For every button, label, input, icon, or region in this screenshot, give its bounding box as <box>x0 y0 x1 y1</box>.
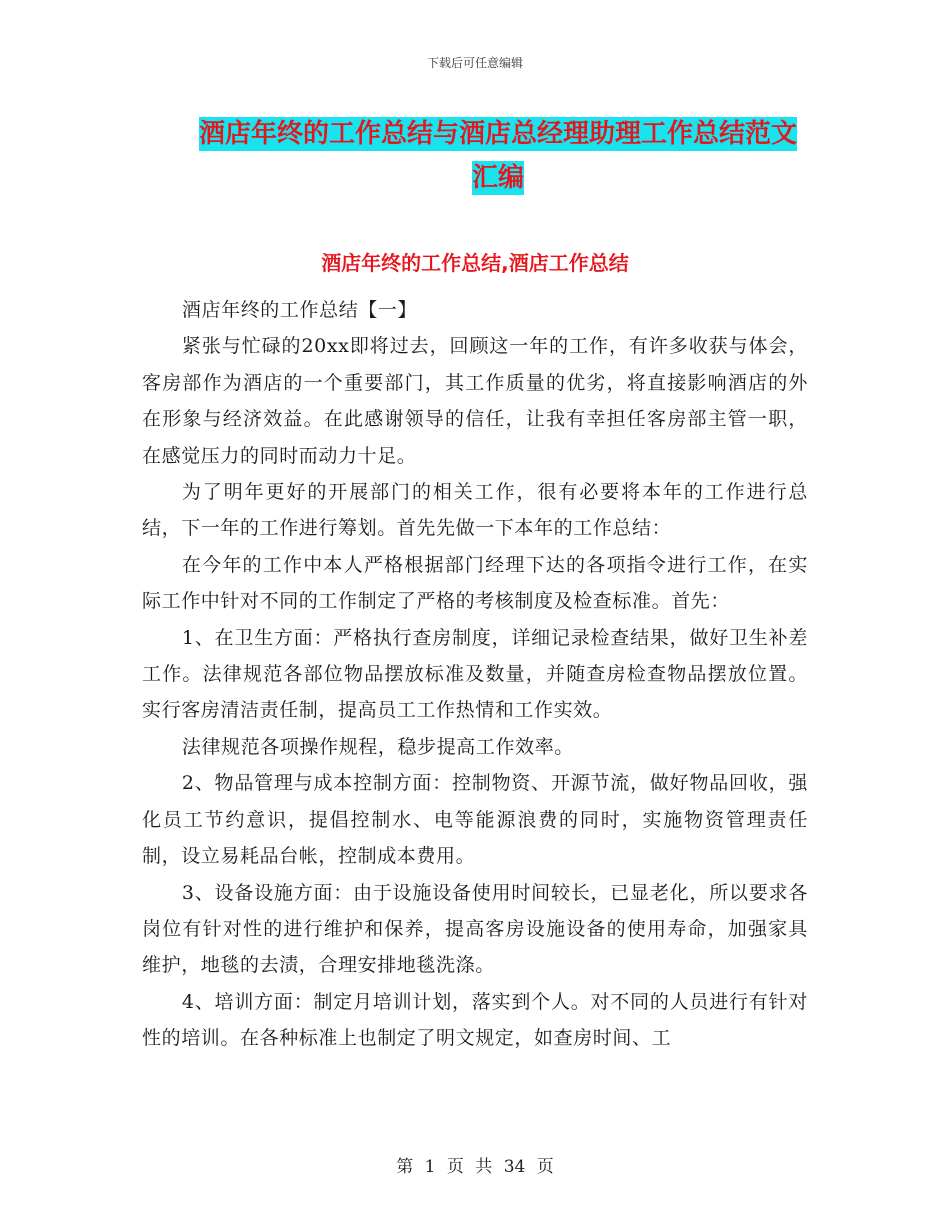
document-title <box>192 112 804 200</box>
header-note: 下载后可任意编辑 <box>426 56 523 70</box>
section-heading: 酒店年终的工作总结【一】 <box>181 299 418 321</box>
document-title-text: 酒店年终的工作总结与酒店总经理助理工作总结范文汇编 <box>198 119 797 193</box>
paragraph: 为了明年更好的开展部门的相关工作，很有必要将本年的工作进行总结，下一年的工作进行筹划。首先先做一下本年的工作总结： <box>142 481 808 540</box>
paragraph: 1、在卫生方面：严格执行查房制度，详细记录检查结果，做好卫生补差工作。法律规范各部位物品摆放标准及数量，并随查房检查物品摆放位置。实行客房清洁责任制，提高员工工作热情和工作实效。 <box>142 626 808 722</box>
document-body <box>142 292 808 1057</box>
section-subtitle: 酒店年终的工作总结,酒店工作总结 <box>321 251 629 275</box>
paragraph: 法律规范各项操作规程，稳步提高工作效率。 <box>181 735 574 758</box>
paragraph: 4、培训方面：制定月培训计划，落实到个人。对不同的人员进行有针对性的培训。在各种标准上也制定了明文规定，如查房时间、工 <box>142 990 808 1050</box>
paragraph: 3、设备设施方面：由于设施设备使用时间较长，已显老化，所以要求各岗位有针对性的进行维护和保养，提高客房设施设备的使用寿命，加强家具维护，地毯的去渍，合理安排地毯洗涤。 <box>142 881 808 977</box>
paragraph: 紧张与忙碌的20xx即将过去，回顾这一年的工作，有许多收获与体会，客房部作为酒店的一个重要部门，其工作质量的优劣，将直接影响酒店的外在形象与经济效益。在此感谢领导的信任，让我有幸担任客房部主管一职，在感觉压力的同时而动力十足。 <box>142 335 808 467</box>
page-footer: 第 1 页 共 34 页 <box>396 1157 554 1177</box>
paragraph: 在今年的工作中本人严格根据部门经理下达的各项指令进行工作，在实际工作中针对不同的工作制定了严格的考核制度及检查标准。首先： <box>142 553 808 613</box>
paragraph: 2、物品管理与成本控制方面：控制物资、开源节流，做好物品回收，强化员工节约意识，提倡控制水、电等能源浪费的同时，实施物资管理责任制，设立易耗品台帐，控制成本费用。 <box>142 772 808 868</box>
